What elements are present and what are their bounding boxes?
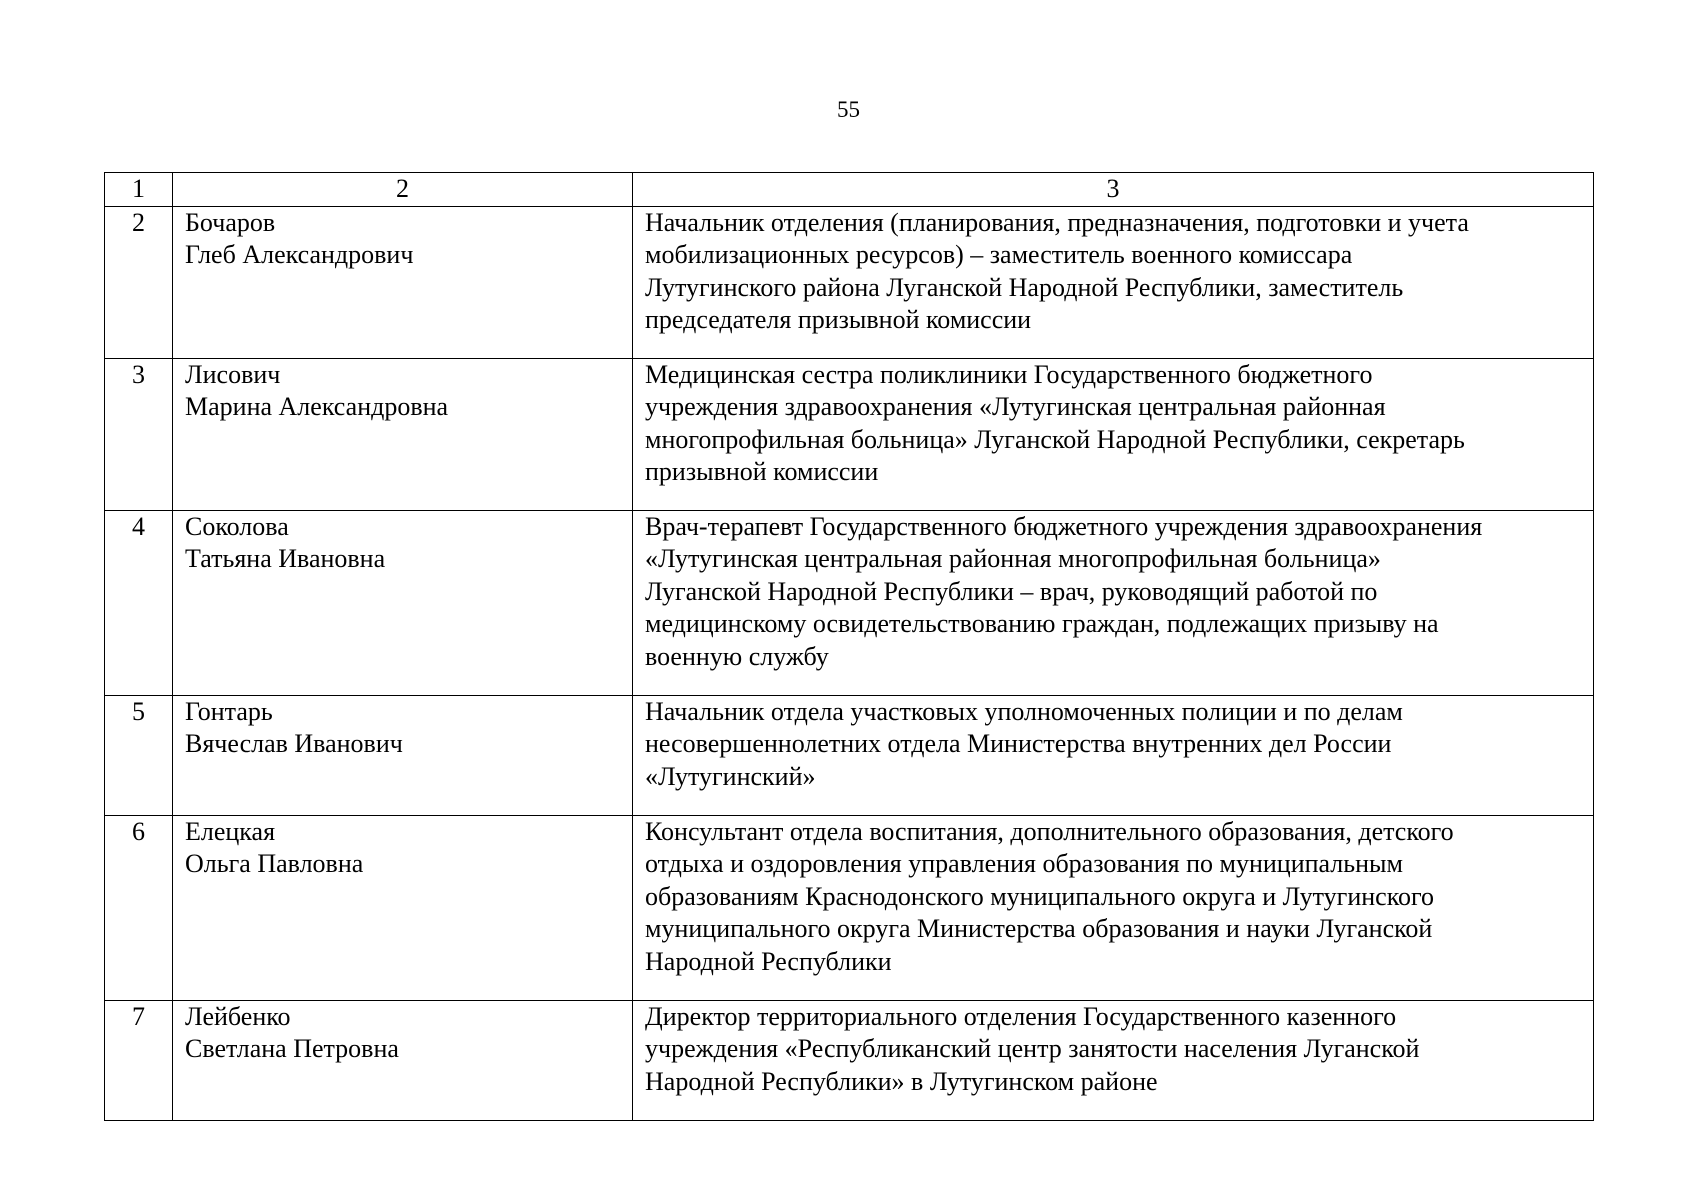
position-line: Медицинская сестра поликлиники Государственного бюджетного — [645, 359, 1373, 389]
member-position — [633, 695, 1594, 815]
row-number: 5 — [105, 695, 173, 815]
member-name — [173, 695, 633, 815]
member-given-names: Светлана Петровна — [185, 1034, 399, 1063]
member-position — [633, 1000, 1594, 1120]
position-line: многопрофильная больница» Луганской Народной Республики, секретарь — [645, 424, 1465, 454]
member-given-names: Марина Александровна — [185, 392, 449, 421]
position-line: председателя призывной комиссии — [645, 305, 1032, 334]
table-row — [105, 206, 1594, 358]
position-line: Начальник отдела участковых уполномоченных полиции и по делам — [645, 696, 1403, 726]
member-position — [633, 510, 1594, 695]
column-number-1: 1 — [105, 173, 173, 207]
commission-members-table — [104, 172, 1594, 1121]
column-number-2: 2 — [173, 173, 633, 207]
position-line: Народной Республики — [645, 946, 892, 976]
member-surname: Елецкая — [185, 816, 276, 846]
table-row — [105, 815, 1594, 1000]
position-line: муниципального округа Министерства образования и науки Луганской — [645, 914, 1433, 943]
position-line: отдыха и оздоровления управления образования по муниципальным — [645, 849, 1403, 878]
position-line: Лутугинского района Луганской Народной Республики, заместитель — [645, 272, 1404, 302]
member-given-names: Вячеслав Иванович — [185, 729, 403, 758]
position-line: Начальник отделения (планирования, предназначения, подготовки и учета — [645, 207, 1469, 237]
position-line: Народной Республики» в Лутугинском районе — [645, 1066, 1158, 1096]
member-name — [173, 358, 633, 510]
member-position — [633, 358, 1594, 510]
member-position — [633, 206, 1594, 358]
position-line: мобилизационных ресурсов) – заместитель военного комиссара — [645, 240, 1353, 269]
member-given-names: Глеб Александрович — [185, 240, 414, 269]
position-line: «Лутугинский» — [645, 761, 816, 791]
member-surname: Лейбенко — [185, 1001, 291, 1031]
position-line: Луганской Народной Республики – врач, руководящий работой по — [645, 576, 1378, 606]
member-surname: Гонтарь — [185, 696, 273, 726]
position-line: медицинскому освидетельствованию граждан, подлежащих призыву на — [645, 609, 1439, 638]
position-line: учреждения здравоохранения «Лутугинская центральная районная — [645, 392, 1386, 421]
row-number: 2 — [105, 206, 173, 358]
member-name — [173, 510, 633, 695]
member-surname: Соколова — [185, 511, 289, 541]
member-position — [633, 815, 1594, 1000]
position-line: несовершеннолетних отдела Министерства внутренних дел России — [645, 729, 1392, 758]
position-line: учреждения «Республиканский центр занятости населения Луганской — [645, 1034, 1420, 1063]
member-name — [173, 1000, 633, 1120]
position-line: Консультант отдела воспитания, дополнительного образования, детского — [645, 816, 1454, 846]
table-row — [105, 1000, 1594, 1120]
position-line: военную службу — [645, 641, 829, 671]
position-line: образованиям Краснодонского муниципального округа и Лутугинского — [645, 881, 1435, 911]
table-row — [105, 358, 1594, 510]
position-line: Директор территориального отделения Государственного казенного — [645, 1001, 1397, 1031]
table-row — [105, 510, 1594, 695]
member-given-names: Татьяна Ивановна — [185, 544, 386, 573]
row-number: 7 — [105, 1000, 173, 1120]
member-name — [173, 815, 633, 1000]
member-given-names: Ольга Павловна — [185, 849, 364, 878]
member-surname: Лисович — [185, 359, 281, 389]
position-line: Врач-терапевт Государственного бюджетного учреждения здравоохранения — [645, 511, 1483, 541]
table-row — [105, 695, 1594, 815]
column-number-3: 3 — [633, 173, 1594, 207]
page-number: 55 — [837, 97, 860, 122]
member-name — [173, 206, 633, 358]
row-number: 4 — [105, 510, 173, 695]
position-line: «Лутугинская центральная районная многопрофильная больница» — [645, 544, 1381, 573]
member-surname: Бочаров — [185, 207, 276, 237]
row-number: 6 — [105, 815, 173, 1000]
position-line: призывной комиссии — [645, 457, 879, 486]
table-header-row — [105, 173, 1594, 207]
row-number: 3 — [105, 358, 173, 510]
